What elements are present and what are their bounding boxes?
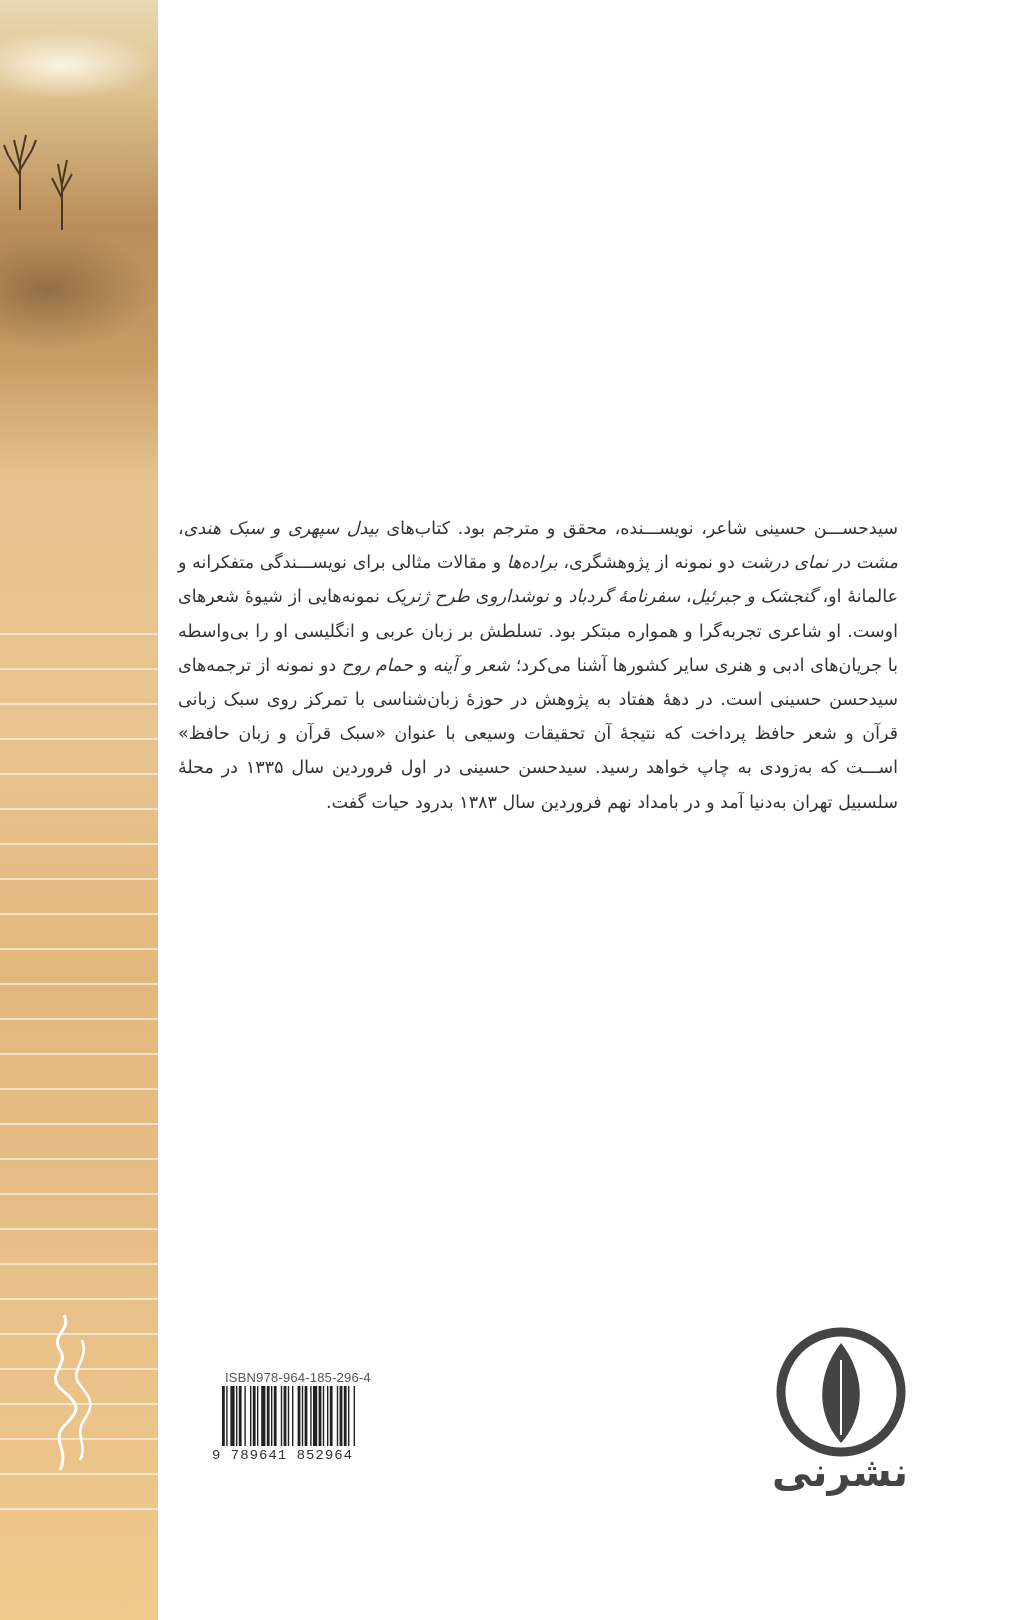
barcode-bar: [236, 1386, 237, 1446]
barcode-bar: [344, 1386, 347, 1446]
barcode-image: [222, 1386, 402, 1446]
book-title: مشت در نمای درشت: [740, 553, 899, 574]
barcode-bar: [257, 1386, 258, 1446]
barcode-bar: [281, 1386, 282, 1446]
book-title: حمام روح: [341, 655, 413, 676]
book-title: شعر و آینه: [432, 655, 510, 676]
publisher-name: نشرنی: [771, 1450, 909, 1496]
barcode-bar: [337, 1386, 338, 1446]
blurb-run: دو نمونه از پژوهشگری،: [557, 553, 741, 574]
signature-image: [40, 1310, 110, 1480]
blurb-run: و: [548, 587, 569, 608]
barcode-bar: [222, 1386, 225, 1446]
blurb-text: [178, 512, 898, 820]
spine-image: [0, 0, 158, 1620]
isbn-digits: 9 789641 852964: [212, 1448, 354, 1464]
barcode-bar: [239, 1386, 242, 1446]
barcode-bar: [340, 1386, 343, 1446]
barcode-bar: [330, 1386, 333, 1446]
blurb-run: دو نمونه از ترجمه‌های سیدحسن حسینی است. در دههٔ هفتاد به پژوهش در حوزهٔ زبان‌شناسی با تمرکز روی سبک زبانی قرآن و شعر حافظ پرداخت که نتیجهٔ آن تحقیقات وسیعی با عنوان «سبک قرآن و زبان حافظ» اســـت که به‌زودی به چاپ خواهد رسید. سیدحسن حسینی در اول فروردین سال ۱۳۳۵ در محلهٔ سلسبیل تهران به‌دنیا آمد و در بامداد نهم فروردین سال ۱۳۸۳ بدرود حیات گفت.: [178, 655, 898, 813]
blurb-run: ی: [469, 587, 490, 608]
barcode-bar: [310, 1386, 311, 1446]
barcode-bar: [267, 1386, 270, 1446]
barcode-bar: [271, 1386, 272, 1446]
barcode-bar: [230, 1386, 234, 1446]
fog-shadow: [0, 230, 158, 350]
barcode-bar: [327, 1386, 328, 1446]
blurb-run: سیدحســـن حسینی شاعر، نویســـنده، محقق و مترجم بود. کتاب‌های: [378, 519, 898, 539]
barcode-bar: [298, 1386, 301, 1446]
book-title: بیدل سپهری و سبک هندی: [183, 519, 379, 539]
barcode-bar: [348, 1386, 349, 1446]
barcode-bar: [226, 1386, 227, 1446]
barcode-bar: [250, 1386, 251, 1446]
barcode-bar: [313, 1386, 317, 1446]
barcode-bar: [323, 1386, 324, 1446]
barcode-bar: [302, 1386, 303, 1446]
barcode-bar: [274, 1386, 277, 1446]
barcode-bar: [292, 1386, 293, 1446]
book-title: گنجشک و جبرئیل: [691, 587, 817, 608]
book-title: نوشدارو: [489, 587, 549, 608]
barcode-bar: [288, 1386, 289, 1446]
blurb-run: و: [412, 655, 433, 676]
fog-highlight: [0, 30, 158, 100]
blurb-run: و مقالات مثالی برای نویســـندگی متفکرانه و عالمانهٔ او،: [178, 553, 899, 608]
blurb-run: ،: [178, 519, 184, 539]
blurb-run: نمونه‌هایی از شیوهٔ شعرهای اوست. او شاعری تجربه‌گرا و همواره مبتکر بود. تسلطش بر زبان عربی و انگلیسی او را بی‌واسطه با جریان‌های ادبی و هنری سایر کشورها آشنا می‌کرد؛: [178, 587, 899, 676]
tree-icon: [0, 120, 40, 210]
barcode-bar: [354, 1386, 355, 1446]
barcode-bar: [284, 1386, 287, 1446]
blurb-run: ،: [680, 587, 692, 608]
book-title: طرح ژنریک: [385, 587, 470, 608]
barcode-bar: [261, 1386, 265, 1446]
barcode-bar: [253, 1386, 256, 1446]
blurb-paragraph: [178, 512, 898, 820]
barcode-bar: [319, 1386, 322, 1446]
barcode-bar: [244, 1386, 245, 1446]
book-title: سفرنامهٔ گردباد: [568, 587, 681, 608]
leaf-in-circle-icon: [774, 1325, 908, 1459]
book-title: براده‌ها: [506, 553, 558, 574]
barcode-bar: [305, 1386, 308, 1446]
tree-icon: [42, 140, 82, 230]
isbn-label: ISBN978-964-185-296-4: [225, 1370, 371, 1385]
